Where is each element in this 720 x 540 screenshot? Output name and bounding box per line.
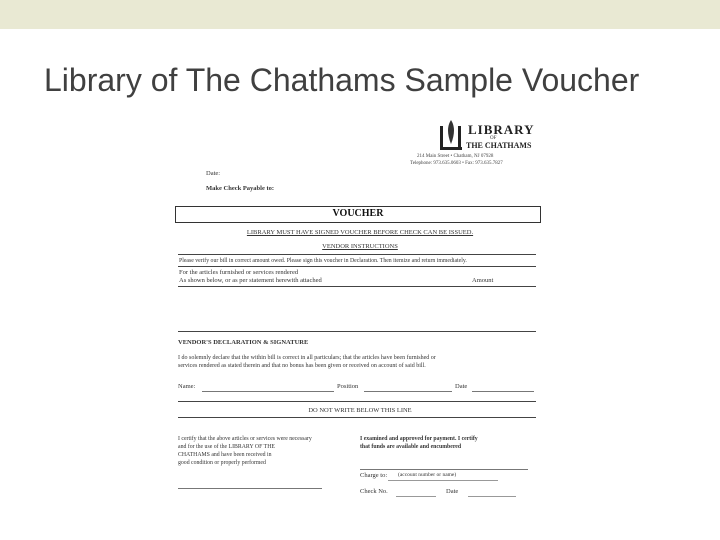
voucher-title: VOUCHER <box>332 208 384 219</box>
check-date-label: Date <box>446 488 459 495</box>
logo-of-text: OF <box>490 136 497 141</box>
divider <box>178 254 536 255</box>
charge-to-line <box>388 480 498 481</box>
approval-signature-line <box>360 469 528 470</box>
certify-line-3: CHATHAMS and have been received in <box>178 452 272 458</box>
check-no-label: Check No. <box>360 488 388 495</box>
library-logo-icon <box>440 120 462 156</box>
approve-line-2: that funds are available and encumbered <box>360 444 462 450</box>
position-line <box>364 391 452 392</box>
letterhead-address: 214 Main Street • Chatham, NJ 07928 <box>417 154 494 159</box>
certify-line-4: good condition or properly performed <box>178 460 266 466</box>
name-line <box>202 391 334 392</box>
approve-line-1: I examined and approved for payment. I certify <box>360 436 478 442</box>
signature-date-label: Date <box>455 383 468 390</box>
vendor-instructions-header: VENDOR INSTRUCTIONS <box>322 243 398 250</box>
check-no-line <box>396 496 436 497</box>
slide-title: Library of The Chathams Sample Voucher <box>44 62 640 98</box>
logo-library-text: LIBRARY <box>468 122 535 137</box>
signed-voucher-notice: LIBRARY MUST HAVE SIGNED VOUCHER BEFORE CHECK CAN BE ISSUED. <box>246 229 474 236</box>
divider <box>178 417 536 418</box>
position-label: Position <box>337 383 359 390</box>
certify-line-1: I certify that the above articles or services were necessary <box>178 436 312 442</box>
certify-line-2: and for the use of the LIBRARY OF THE <box>178 444 275 450</box>
payable-label: Make Check Payable to: <box>206 185 275 192</box>
voucher-document <box>170 112 550 507</box>
date-line <box>472 391 534 392</box>
declaration-header: VENDOR'S DECLARATION & SIGNATURE <box>178 339 309 346</box>
declaration-text-2: services rendered as stated therein and that no bonus has been given or received on account of said bill. <box>178 363 426 369</box>
charge-to-label: Charge to: <box>360 472 388 479</box>
divider <box>178 286 536 287</box>
declaration-text-1: I do solemnly declare that the within bill is correct in all particulars; that the articles have been furnished or <box>178 355 436 361</box>
instructions-text: Please verify our bill in correct amount owed. Please sign this voucher in Declaration. Then itemize and return immediately. <box>179 258 467 264</box>
articles-line-1: For the articles furnished or services rendered <box>179 269 299 276</box>
divider <box>178 331 536 332</box>
certify-signature-line <box>178 488 322 489</box>
date-label: Date: <box>206 170 221 177</box>
articles-line-2: As shown below, or as per statement herewith attached <box>179 277 322 284</box>
amount-label: Amount <box>472 277 494 284</box>
charge-to-hint: (account number or name) <box>398 472 457 478</box>
do-not-write-notice: DO NOT WRITE BELOW THIS LINE <box>308 407 412 414</box>
logo-chathams-text: THE CHATHAMS <box>466 141 532 150</box>
letterhead-phone: Telephone: 973.635.0603 • Fax: 973.635.7827 <box>410 161 503 166</box>
divider <box>178 401 536 402</box>
voucher-title-box <box>175 206 541 223</box>
top-decorative-bar <box>0 0 720 29</box>
name-label: Name: <box>178 383 196 390</box>
check-date-line <box>468 496 516 497</box>
divider <box>178 266 536 267</box>
